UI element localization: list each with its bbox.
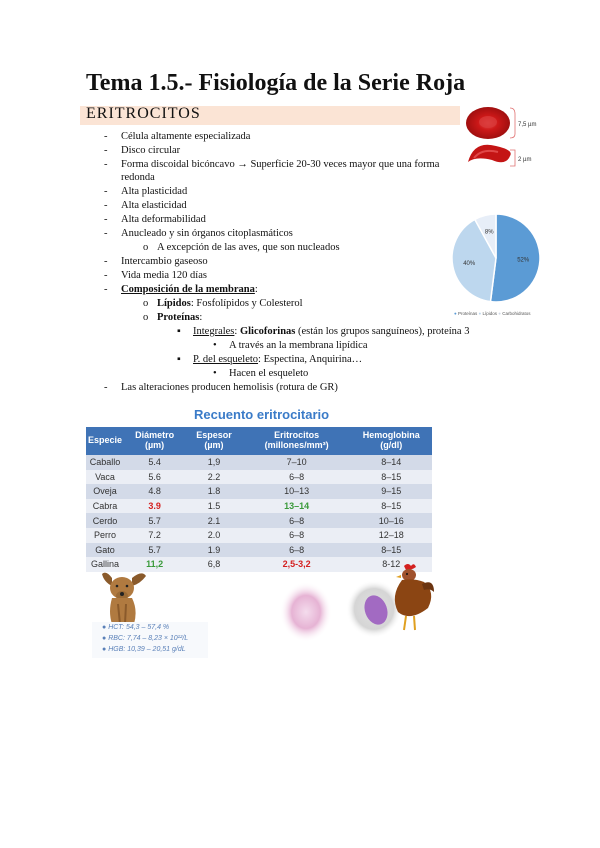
rbc-text: RBC: 7,74 – 8,23 × 10¹²/L [108,635,189,642]
column-header: Eritrocitos (millones/mm³) [243,427,351,455]
dash-marker: - [104,186,108,197]
list-item: Célula altamente especializada [121,131,251,142]
table-cell: Perro [86,528,124,543]
hct-value: ● HCT: 54,3 – 57,4 % [102,624,170,631]
list-item: Hacen el esqueleto [229,368,309,379]
table-cell: 9–15 [351,484,433,499]
table-cell: 2.2 [185,470,243,485]
table-cell: 8–15 [351,470,433,485]
dog-eye [126,585,129,588]
table-cell: 6,8 [185,557,243,572]
table-cell: Cabra [86,499,124,514]
table-cell: 5.7 [124,513,185,528]
table-row [86,499,432,514]
skeleton-text: : Espectina, Anquirina… [258,354,363,365]
legend-label: Lípidos [482,311,498,316]
dot-marker: • [213,368,217,379]
erythrocyte-diagram [462,100,552,180]
top-dimension-label: 7,5 µm [518,122,537,128]
membrane-composition-pie-chart [440,208,552,322]
list-item: Disco circular [121,145,181,156]
hen-beak [396,575,401,578]
page-title: Tema 1.5.- Fisiología de la Serie Roja [86,70,466,96]
table-cell: Caballo [86,455,124,470]
lipids-text: : Fosfolípidos y Colesterol [190,298,303,309]
section-heading: ERITROCITOS [86,105,201,122]
table-cell: 1.8 [185,484,243,499]
table-cell: 6–8 [243,543,351,558]
hen-head [402,569,416,581]
dash-marker: - [104,145,108,156]
mammal-cell [280,582,332,642]
list-item: Forma discoidal bicóncavo → Superficie 20-30 veces mayor que una forma [121,159,440,170]
dog-ear-left [102,573,112,586]
list-item: Proteínas: [157,312,203,323]
table-cell: 4.8 [124,484,185,499]
legend-item: ● Lípidos [478,311,498,316]
legend-label: Carbohidratos [502,311,531,316]
table-row [86,455,432,470]
hgb-text: HGB: 10,39 – 20,51 g/dL [108,646,186,653]
table-header-row [86,427,432,455]
dash-marker: - [104,270,108,281]
pie-legend [454,311,550,321]
table-row [86,513,432,528]
table-cell: 1,9 [185,455,243,470]
table-cell: Cerdo [86,513,124,528]
pie-slice-proteínas [490,214,540,302]
dash-marker: - [104,256,108,267]
erythrocyte-count-table [86,427,432,572]
legend-item: ● Carbohidratos [498,311,531,316]
list-item: redonda [121,172,155,183]
hen-eye [406,573,408,575]
circle-marker: o [143,242,149,253]
table-cell: 7.2 [124,528,185,543]
mammal-erythrocyte-image [280,582,336,642]
hgb-value: ● HGB: 10,39 – 20,51 g/dL [102,646,186,653]
hct-text: HCT: 54,3 – 57,4 % [108,624,170,631]
circle-marker: o [143,312,149,323]
table-cell: Oveja [86,484,124,499]
table-cell: 8–14 [351,455,433,470]
dog-body [110,598,136,624]
list-item: Vida media 120 días [121,270,207,281]
table-cell: 2,5-3,2 [243,557,351,572]
pie-value-label: 52% [517,257,530,264]
glycophorin-text: (están los grupos sanguíneos), proteína 3 [298,326,470,337]
dash-marker: - [104,228,108,239]
table-cell: 10–13 [243,484,351,499]
skeleton-label: P. del esqueleto [193,354,259,365]
list-item: Las alteraciones producen hemolisis (rotura de GR) [121,382,338,393]
dash-marker: - [104,159,108,170]
list-item: Integrales: Glicoforinas (están los grupos sanguíneos), proteína 3 [193,326,470,337]
glycophorin-label: Glicoforinas [239,326,296,337]
circle-marker: o [143,298,149,309]
dog-ear-right [132,573,146,586]
list-item: Alta elasticidad [121,200,187,211]
side-dimension-bracket [510,150,515,166]
column-header: Espesor (µm) [185,427,243,455]
table-cell: 5.6 [124,470,185,485]
side-dimension-label: 2 µm [518,157,532,163]
table-cell: 1.9 [185,543,243,558]
dash-marker: - [104,214,108,225]
lipids-label: Lípidos [157,298,191,309]
table-cell: 13–14 [243,499,351,514]
top-dimension-bracket [510,108,515,138]
dog-illustration [98,568,162,624]
list-item [193,354,362,365]
table-cell: 1.5 [185,499,243,514]
table-cell: 2.1 [185,513,243,528]
table-row [86,543,432,558]
list-item: Alta plasticidad [121,186,188,197]
table-cell: 10–16 [351,513,433,528]
integral-label: Integrales [193,326,235,337]
dash-marker: - [104,382,108,393]
list-item: A través an la membrana lipídica [229,340,368,351]
list-item [157,298,303,309]
table-cell: 8–15 [351,499,433,514]
table-cell: Gallina [86,557,124,572]
table-cell: 8–15 [351,543,433,558]
rbc-value: ● RBC: 7,74 – 8,23 × 10¹²/L [102,635,189,642]
table-cell: Gato [86,543,124,558]
pie-value-label: 40% [463,261,476,268]
table-cell: 12–18 [351,528,433,543]
table-row [86,484,432,499]
column-header: Hemoglobina (g/dl) [351,427,433,455]
list-item: Composición de la membrana: [121,284,258,295]
table-cell: 8-12 [351,557,433,572]
list-item: A excepción de las aves, que son nucleados [157,242,340,253]
square-marker: ▪ [177,326,181,337]
dog-eye [116,585,119,588]
erythrocyte-side-view [468,145,511,163]
square-marker: ▪ [177,354,181,365]
table-cell: 11,2 [124,557,185,572]
dash-marker: - [104,200,108,211]
dash-marker: - [104,131,108,142]
dash-marker: - [104,284,108,295]
hen-legs [404,616,415,630]
dog-nose [120,592,124,596]
list-item: Intercambio gaseoso [121,256,208,267]
table-cell: 6–8 [243,470,351,485]
table-cell: 3.9 [124,499,185,514]
proteins-label: Proteínas [157,312,200,323]
hen-illustration [384,562,436,632]
membrane-heading: Composición de la membrana [121,284,255,295]
list-item: Alta deformabilidad [121,214,206,225]
legend-item: ● Proteínas [454,311,478,316]
table-cell: 2.0 [185,528,243,543]
table-row [86,528,432,543]
table-cell: 6–8 [243,513,351,528]
table-cell: Vaca [86,470,124,485]
pie-value-label: 8% [484,229,494,236]
column-header: Especie [86,427,124,455]
table-title: Recuento eritrocitario [194,407,330,422]
list-item: Anucleado y sin órganos citoplasmáticos [121,228,293,239]
table-cell: 5.4 [124,455,185,470]
erythrocyte-center [479,116,497,128]
table-cell: 5.7 [124,543,185,558]
table-cell: 7–10 [243,455,351,470]
table-row [86,470,432,485]
legend-label: Proteínas [457,311,478,316]
table-cell: 6–8 [243,528,351,543]
dot-marker: • [213,340,217,351]
column-header: Diámetro (µm) [124,427,185,455]
